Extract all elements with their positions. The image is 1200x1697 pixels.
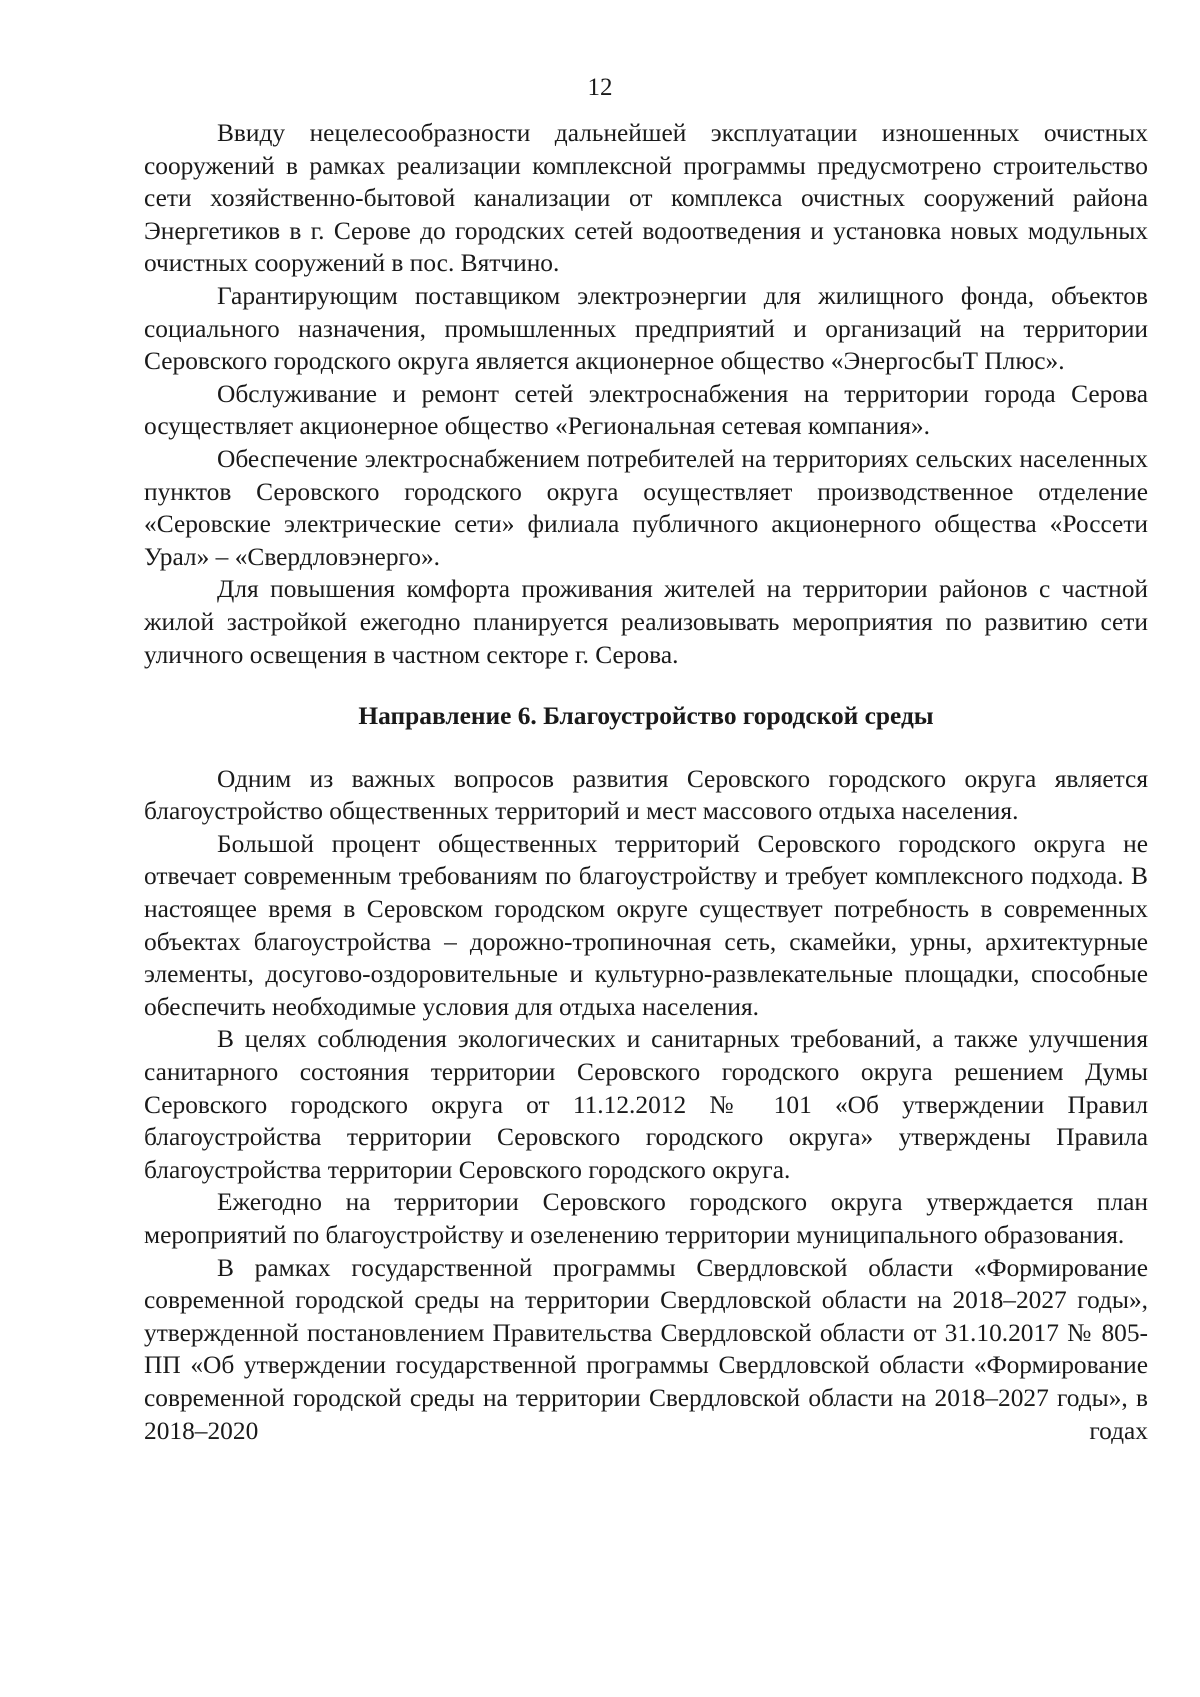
paragraph: Ввиду нецелесообразности дальнейшей эксплуатации изношенных очистных сооружений в рамках реализации комплексной программы предусмотрено строительство сети хозяйственно-бытовой канализации от комплекса очистных сооружений района Энергетиков в г. Серове до городских сетей водоотведения и установка новых модульных очистных сооружений в пос. Вятчино. bbox=[144, 119, 1148, 278]
paragraph: Обеспечение электроснабжением потребителей на территориях сельских населенных пунктов Серовского городского округа осуществляет производственное отделение «Серовские электрические сети» филиала публичного акционерного общества «Россети Урал» – «Свердловэнерго». bbox=[144, 444, 1148, 571]
section-heading: Направление 6. Благоустройство городской среды bbox=[358, 702, 934, 731]
paragraph-continued: В рамках государственной программы Свердловской области «Формирование современной городской среды на территории Свердловской области на 2018–2027 годы», утвержденной постановлением Правительства Свердловской области от 31.10.2017 № 805-ПП «Об утверждении государственной программы Свердловской области «Формирование современной городской среды на территории Свердловской области на 2018–2027 годы», в 2018–2020 годах bbox=[144, 1253, 1148, 1445]
paragraph: Одним из важных вопросов развития Серовского городского округа является благоустройство общественных территорий и мест массового отдыха населения. bbox=[144, 764, 1148, 826]
paragraph: Для повышения комфорта проживания жителей на территории районов с частной жилой застройкой ежегодно планируется реализовывать мероприятия по развитию сети уличного освещения в частном секторе г. Серова. bbox=[144, 575, 1148, 669]
page-number: 12 bbox=[587, 74, 613, 101]
paragraph: Большой процент общественных территорий Серовского городского округа не отвечает современным требованиям по благоустройству и требует комплексного подхода. В настоящее время в Серовском городском округе существует потребность в современных объектах благоустройства – дорожно-тропиночная сеть, скамейки, урны, архитектурные элементы, досугово-оздоровительные и культурно-развлекательные площадки, способные обеспечить необходимые условия для отдыха населения. bbox=[144, 829, 1148, 1021]
paragraph: Гарантирующим поставщиком электроэнергии для жилищного фонда, объектов социального назначения, промышленных предприятий и организаций на территории Серовского городского округа является акционерное общество «ЭнергосбыТ Плюс». bbox=[144, 281, 1148, 376]
paragraph: В целях соблюдения экологических и санитарных требований, а также улучшения санитарного состояния территории Серовского городского округа решением Думы Серовского городского округа от 11.12.2012 № 101 «Об утверждении Правил благоустройства территории Серовского городского округа» утверждены Правила благоустройства территории Серовского городского округа. bbox=[144, 1025, 1148, 1184]
paragraph: Обслуживание и ремонт сетей электроснабжения на территории города Серова осуществляет акционерное общество «Региональная сетевая компания». bbox=[144, 379, 1148, 441]
document-body bbox=[144, 117, 1148, 1447]
paragraph: Ежегодно на территории Серовского городского округа утверждается план мероприятий по благоустройству и озеленению территории муниципального образования. bbox=[144, 1188, 1148, 1249]
